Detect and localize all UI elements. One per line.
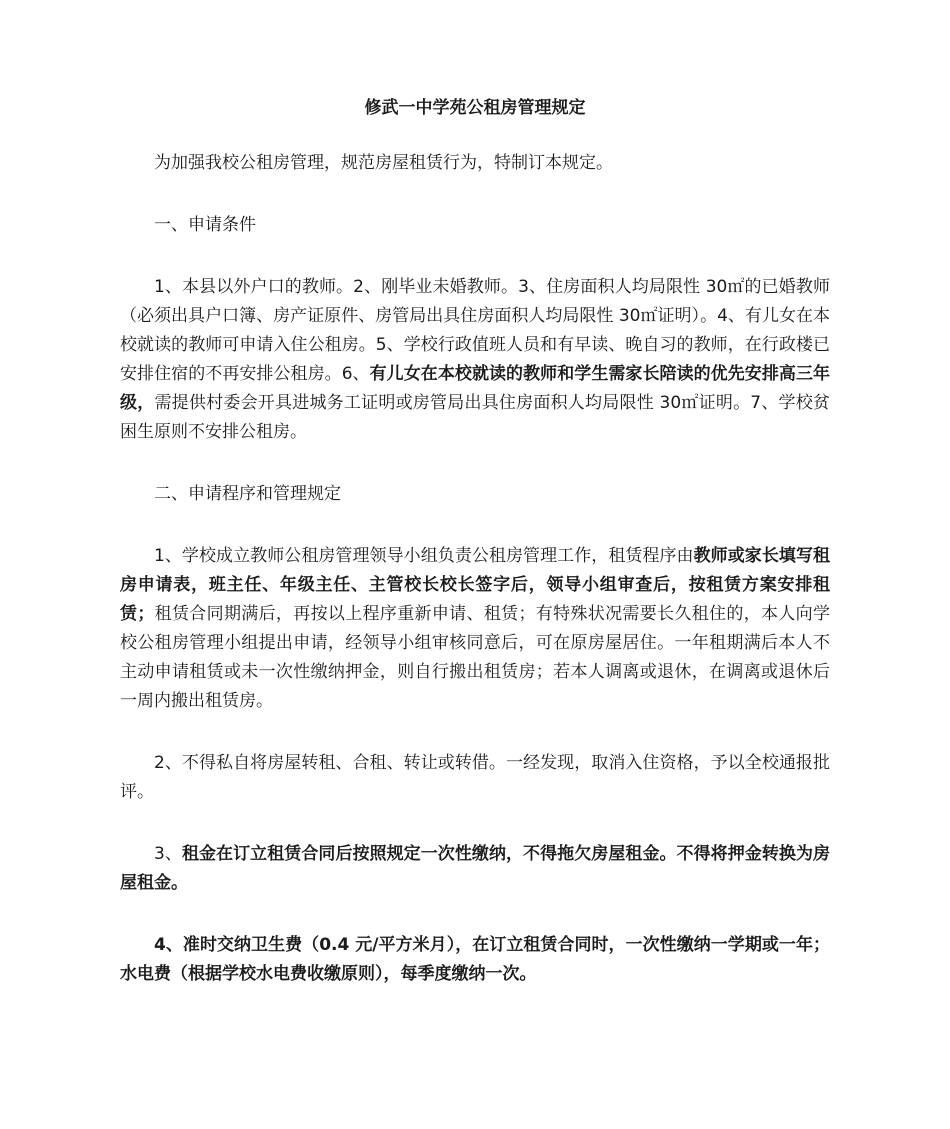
section2-p3-text-bold: 租金在订立租赁合同后按照规定一次性缴纳，不得拖欠房屋租金。不得将押金转换为房屋租金。 <box>120 844 830 893</box>
section1-heading: 一、申请条件 <box>154 215 256 235</box>
section1-text-c: 需提供村委会开具进城务工证明或房管局出具住房面积人均局限性 30㎡证明。7、学校贫困生原则不安排公租房。 <box>120 393 830 442</box>
section2-p4-text-bold: 4、准时交纳卫生费（0.4 元/平方米月），在订立租赁合同时，一次性缴纳一学期或一年；水电费（根据学校水电费收缴原则），每季度缴纳一次。 <box>120 935 830 984</box>
section1-text-bold: 有儿女在本校就读的教师和学生需家长陪读的优先安排高三年级， <box>120 364 831 413</box>
section1-text-a: 1、本县以外户口的教师。2、刚毕业未婚教师。3、住房面积人均局限性 30㎡的已婚教师（必须出具户口簿、房产证原件、房管局出具住房面积人均局限性 30㎡证明）。4、有儿女在本校就读的教师可申请入住公租房。5、学校行政值班人员和有早读、晚自习的教师，在行政楼已安排住宿的不再安排公租房。6、 <box>120 277 830 384</box>
document-title: 修武一中学苑公租房管理规定 <box>364 98 586 118</box>
section2-paragraph-2: 2、不得私自将房屋转租、合租、转让或转借。一经发现，取消入住资格，予以全校通报批评。 <box>120 753 830 802</box>
intro-paragraph: 为加强我校公租房管理，规范房屋租赁行为，特制订本规定。 <box>154 153 613 173</box>
section2-paragraph-4 <box>120 931 830 989</box>
section2-heading: 二、申请程序和管理规定 <box>154 484 341 504</box>
section1-paragraph <box>120 273 830 447</box>
section2-p1-text-c: 租赁合同期满后，再按以上程序重新申请、租赁；有特殊状况需要长久租住的，本人向学校公租房管理小组提出申请，经领导小组审核同意后，可在原房屋居住。一年租期满后本人不主动申请租赁或未一次性缴纳押金，则自行搬出租赁房；若本人调离或退休，在调离或退休后一周内搬出租赁房。 <box>120 604 831 711</box>
section2-p1-text-bold: 教师或家长填写租房申请表，班主任、年级主任、主管校长校长签字后，领导小组审查后，按租赁方案安排租赁； <box>120 546 830 624</box>
section2-paragraph-3 <box>120 840 830 898</box>
section2-paragraph-1 <box>120 542 830 716</box>
section2-p3-text-a: 3、 <box>154 844 182 864</box>
section2-p1-text-a: 1、学校成立教师公租房管理领导小组负责公租房管理工作，租赁程序由 <box>154 546 694 566</box>
